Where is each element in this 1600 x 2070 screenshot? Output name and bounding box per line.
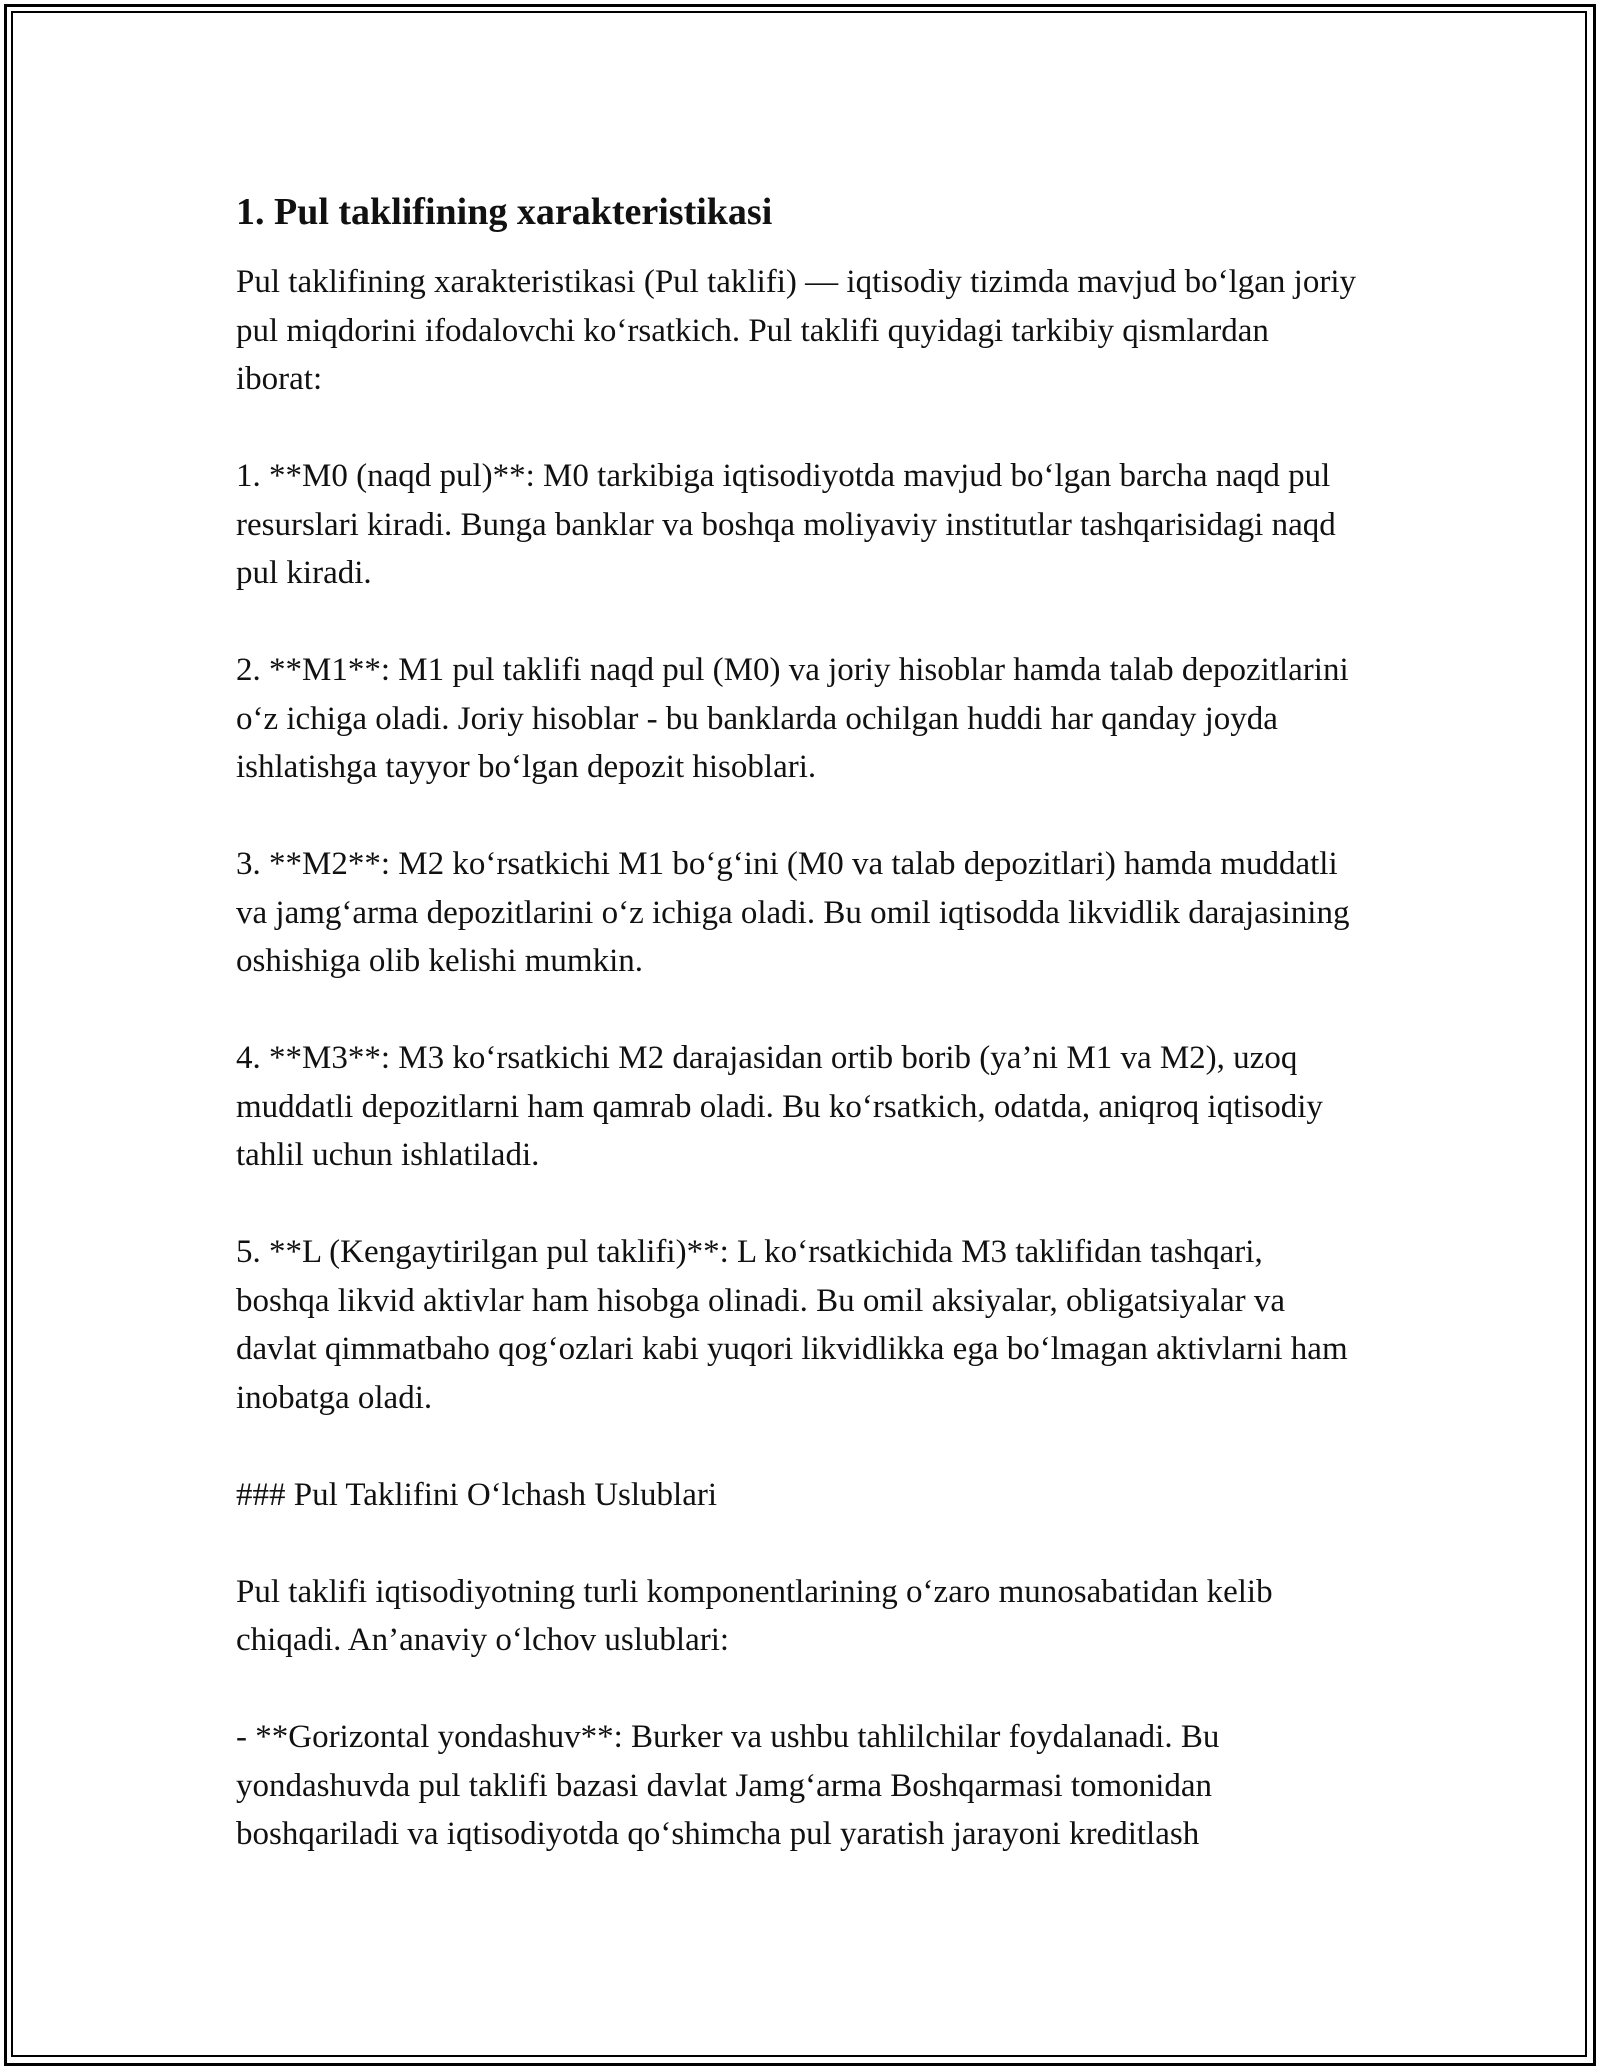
document-title: 1. Pul taklifining xarakteristikasi bbox=[236, 191, 773, 233]
paragraph-horizontal-approach: - **Gorizontal yondashuv**: Burker va ushbu tahlilchilar foydalanadi. Bu yondashuvda pul taklifi bazasi davlat Jamg‘arma Boshqarmasi tomonidan boshqariladi va iqtisodiyotda qo‘shimcha pul yaratish jarayoni kreditlash bbox=[236, 1719, 1220, 1852]
paragraph-l: 5. **L (Kengaytirilgan pul taklifi)**: L ko‘rsatkichida M3 taklifidan tashqari, boshqa likvid aktivlar ham hisobga olinadi. Bu omil aksiyalar, obligatsiyalar va davlat qimmatbaho qog‘ozlari kabi yuqori likvidlikka ega bo‘lmagan aktivlarni ham inobatga oladi. bbox=[236, 1234, 1348, 1416]
document-body bbox=[236, 188, 1356, 1907]
paragraph-m2: 3. **M2**: M2 ko‘rsatkichi M1 bo‘g‘ini (M0 va talab depozitlari) hamda muddatli va jamg‘arma depozitlarini o‘z ichiga oladi. Bu omil iqtisodda likvidlik darajasining oshishiga olib kelishi mumkin. bbox=[236, 846, 1350, 979]
paragraph-measurement-intro: Pul taklifi iqtisodiyotning turli komponentlarining o‘zaro munosabatidan kelib chiqadi. An’anaviy o‘lchov uslublari: bbox=[236, 1573, 1273, 1658]
paragraph-m3: 4. **M3**: M3 ko‘rsatkichi M2 darajasidan ortib borib (ya’ni M1 va M2), uzoq muddatli depozitlarni ham qamrab oladi. Bu ko‘rsatkich, odatda, aniqroq iqtisodiy tahlil uchun ishlatiladi. bbox=[236, 1040, 1323, 1173]
section-heading-measurement: ### Pul Taklifini O‘lchash Uslublari bbox=[236, 1476, 718, 1513]
paragraph-m1: 2. **M1**: M1 pul taklifi naqd pul (M0) va joriy hisoblar hamda talab depozitlarini o‘z ichiga oladi. Joriy hisoblar - bu banklarda ochilgan huddi har qanday joyda ishlatishga tayyor bo‘lgan depozit hisoblari. bbox=[236, 652, 1349, 785]
paragraph-intro: Pul taklifining xarakteristikasi (Pul taklifi) — iqtisodiy tizimda mavjud bo‘lgan joriy pul miqdorini ifodalovchi ko‘rsatkich. Pul taklifi quyidagi tarkibiy qismlardan iborat: bbox=[236, 264, 1357, 397]
paragraph-m0: 1. **M0 (naqd pul)**: M0 tarkibiga iqtisodiyotda mavjud bo‘lgan barcha naqd pul resurslari kiradi. Bunga banklar va boshqa moliyaviy institutlar tashqarisidagi naqd pul kiradi. bbox=[236, 458, 1336, 591]
